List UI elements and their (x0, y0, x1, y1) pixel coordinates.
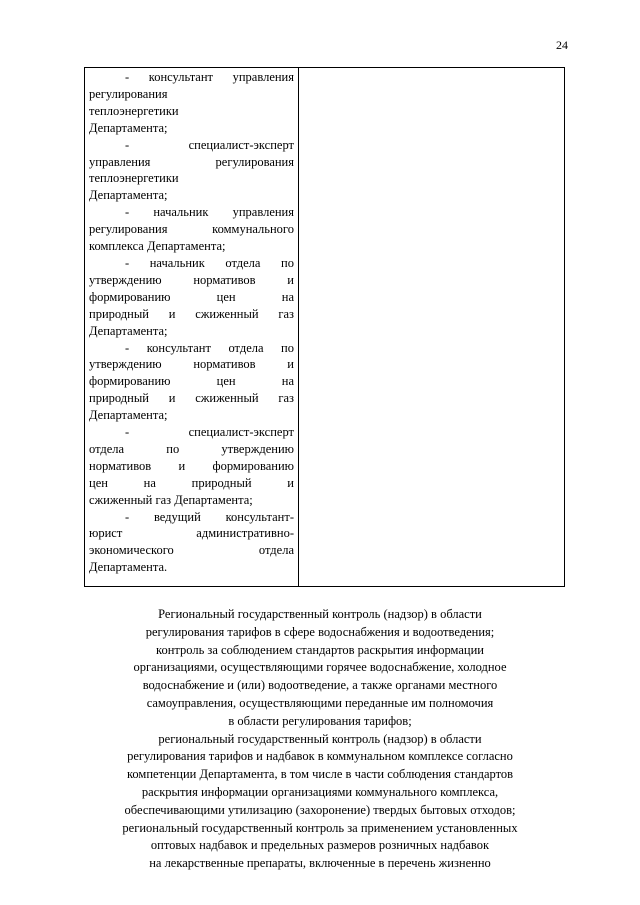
staff-table (84, 67, 565, 587)
staff-entry-line: утверждению нормативов и (89, 357, 294, 372)
staff-entry-line: Департамента; (89, 120, 168, 135)
body-line: компетенции Департамента, в том числе в части соблюдения стандартов (126, 767, 514, 782)
staff-entry (89, 204, 294, 255)
body-line: обеспечивающими утилизацию (захоронение) твердых бытовых отходов; (124, 802, 516, 817)
staff-entry-line: - консультант отдела по (125, 340, 294, 355)
body-line: на лекарственные препараты, включенные в перечень жизненно (149, 856, 491, 871)
staff-entry-line: - специалист-эксперт (125, 425, 294, 440)
staff-entry-line: регулирования коммунального (89, 222, 294, 237)
body-text (76, 606, 564, 873)
body-line: региональный государственный контроль (надзор) в области (158, 731, 482, 746)
body-line: регулирования тарифов и надбавок в коммунальном комплексе согласно (127, 749, 513, 764)
staff-entry-line: Департамента. (89, 560, 168, 575)
staff-list-column (85, 68, 299, 586)
staff-entry-line: комплекса Департамента; (89, 239, 226, 254)
staff-entry-line: регулирования (89, 86, 168, 101)
body-line: контроль за соблюдением стандартов раскрытия информации (156, 642, 484, 657)
body-line: регулирования тарифов в сфере водоснабжения и водоотведения; (145, 624, 495, 639)
staff-entry-line: юрист административно- (89, 526, 294, 541)
staff-entry-line: природный и сжиженный газ (89, 391, 294, 406)
staff-entry-line: формированию цен на (89, 289, 294, 304)
body-line: в области регулирования тарифов; (228, 713, 412, 728)
staff-entry (89, 137, 294, 205)
staff-entry-line: цен на природный и (89, 475, 294, 490)
staff-entry-line: теплоэнергетики (89, 103, 179, 118)
staff-entry-line: - ведущий консультант- (125, 509, 294, 524)
staff-entry-line: Департамента; (89, 323, 168, 338)
staff-entry (89, 340, 294, 425)
body-line: Региональный государственный контроль (надзор) в области (158, 607, 482, 621)
staff-entry-line: - специалист-эксперт (125, 137, 294, 152)
staff-entry-line: отдела по утверждению (89, 441, 294, 456)
staff-entry-line: Департамента; (89, 188, 168, 203)
staff-entry (89, 69, 294, 137)
staff-entry-line: Департамента; (89, 408, 168, 423)
body-line: организациями, осуществляющими горячее водоснабжение, холодное (133, 660, 507, 675)
staff-entry-line: - начальник управления (125, 205, 294, 220)
staff-entry (89, 509, 294, 577)
staff-entry-line: формированию цен на (89, 374, 294, 389)
empty-right-column (299, 68, 564, 586)
staff-entry-line: управления регулирования (89, 154, 294, 169)
staff-entry-line: - консультант управления (125, 70, 294, 84)
staff-entry-line: природный и сжиженный газ (89, 306, 294, 321)
body-line: региональный государственный контроль за применением установленных (122, 820, 518, 835)
body-line: водоснабжение и (или) водоотведение, а также органами местного (142, 678, 498, 693)
staff-entry-line: теплоэнергетики (89, 171, 179, 186)
staff-entry (89, 424, 294, 509)
staff-entry (89, 255, 294, 340)
body-line: оптовых надбавок и предельных размеров розничных надбавок (150, 838, 490, 853)
page-number: 24 (556, 38, 568, 52)
staff-entry-line: - начальник отдела по (125, 255, 294, 270)
body-line: раскрытия информации организациями коммунального комплекса, (141, 784, 499, 799)
staff-entry-line: экономического отдела (89, 543, 294, 558)
body-line: самоуправления, осуществляющими переданные им полномочия (146, 695, 494, 710)
staff-entry-line: нормативов и формированию (89, 458, 294, 473)
staff-entry-line: сжиженный газ Департамента; (89, 492, 253, 507)
staff-entry-line: утверждению нормативов и (89, 272, 294, 287)
